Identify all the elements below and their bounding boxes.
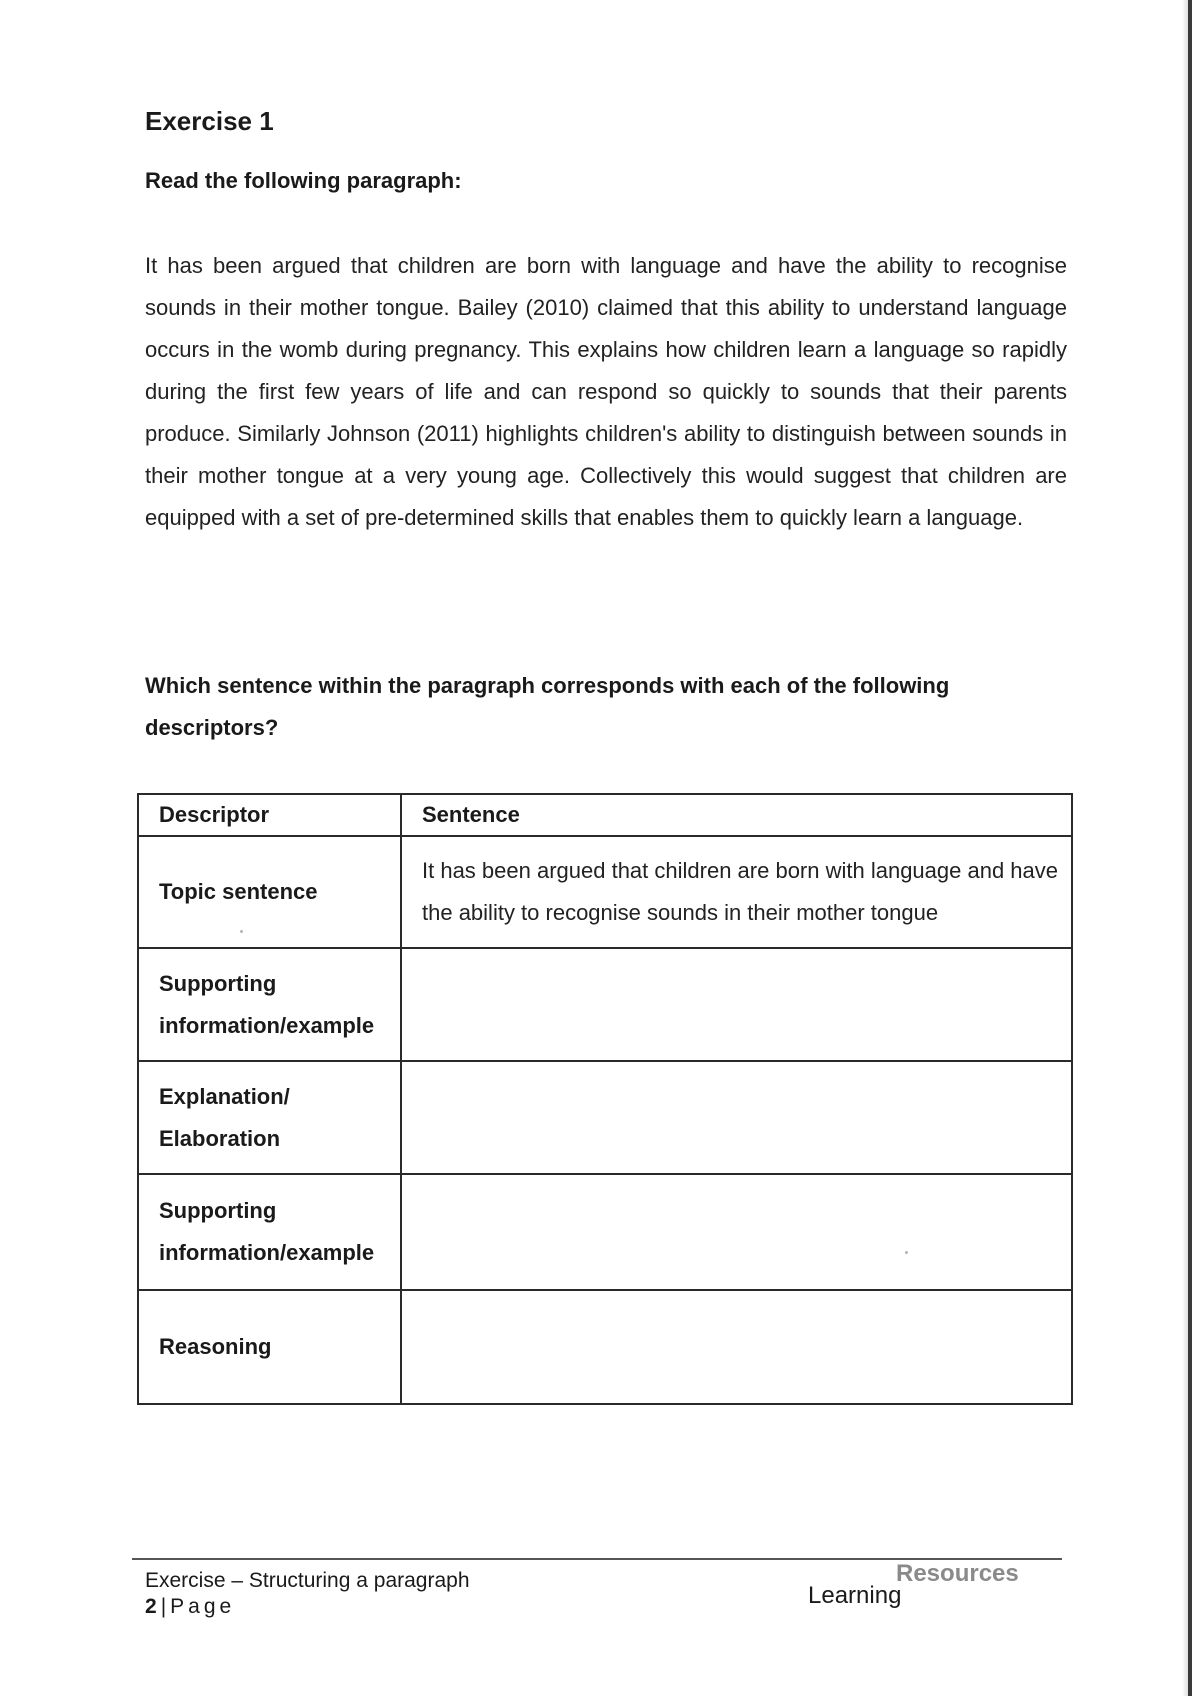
sentence-cell[interactable] (401, 1061, 1072, 1174)
descriptor-line: information/example (159, 1240, 375, 1265)
header-descriptor: Descriptor (138, 794, 401, 836)
descriptor-line: Elaboration (159, 1125, 281, 1151)
descriptor-cell: Topic sentence (138, 836, 401, 948)
header-sentence: Sentence (401, 794, 1072, 836)
page-separator: | (160, 1595, 171, 1618)
sentence-cell[interactable] (401, 948, 1072, 1061)
scan-edge (1188, 0, 1192, 1696)
table-row (138, 1290, 1072, 1404)
table-row (138, 948, 1072, 1061)
table-row (138, 836, 1072, 948)
descriptor-line: Explanation/ (159, 1083, 290, 1109)
footer-left (145, 1568, 470, 1620)
descriptor-cell (138, 948, 401, 1061)
brand-learning-text: Learning (808, 1582, 902, 1609)
descriptor-cell (138, 1061, 401, 1174)
scan-speck (240, 930, 243, 933)
page-number: 2 (145, 1595, 161, 1618)
instruction-text: Read the following paragraph: (145, 168, 462, 193)
page-indicator (145, 1594, 470, 1620)
question-text: Which sentence within the paragraph corresponds with each of the following descriptors? (145, 673, 950, 740)
descriptor-line: information/example (159, 1012, 375, 1038)
page-label: Page (170, 1595, 236, 1618)
learning-resources-logo (808, 1560, 1048, 1620)
descriptor-cell: Reasoning (138, 1290, 401, 1404)
reading-paragraph: It has been argued that children are born with language and have the ability to recognise sounds in their mother tongue. Bailey (2010) claimed that this ability to understand language occurs in the womb during pregnancy. This explains how children learn a language so rapidly during the first few years of life and can respond so quickly to sounds that their parents produce. Similarly Johnson (2011) highlights children's ability to distinguish between sounds in their mother tongue at a very young age. Collectively this would suggest that children are equipped with a set of pre-determined skills that enables them to quickly learn a language. (145, 253, 1067, 530)
exercise-title: Exercise 1 (145, 106, 274, 136)
sentence-cell[interactable] (401, 1174, 1072, 1290)
sentence-cell[interactable]: It has been argued that children are born with language and have the ability to recognise sounds in their mother tongue (401, 836, 1072, 948)
brand-resources-text: Resources (896, 1560, 1019, 1587)
table-row (138, 1061, 1072, 1174)
footer-doc-title: Exercise – Structuring a paragraph (145, 1569, 470, 1592)
descriptor-line: Supporting (159, 970, 277, 996)
descriptor-line: Supporting (159, 1198, 277, 1223)
table-header-row (138, 794, 1072, 836)
descriptor-table (137, 793, 1073, 1405)
descriptor-cell (138, 1174, 401, 1290)
scan-speck (905, 1251, 908, 1254)
table-row (138, 1174, 1072, 1290)
sentence-cell[interactable] (401, 1290, 1072, 1404)
